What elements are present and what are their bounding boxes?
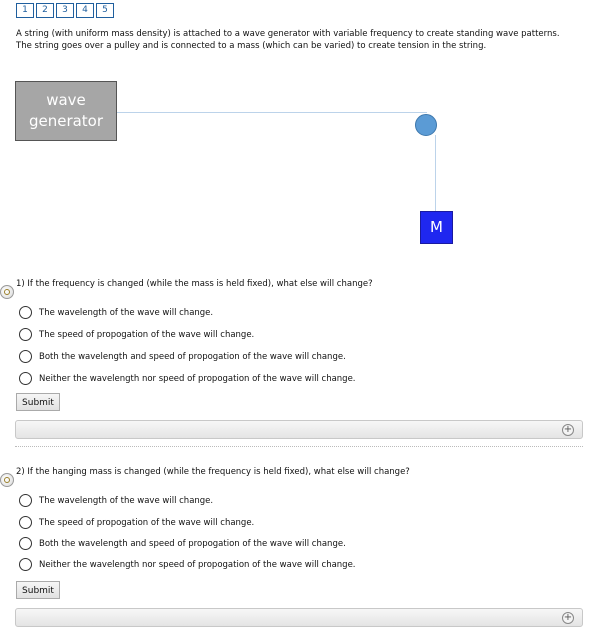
radio-icon[interactable] bbox=[19, 372, 32, 385]
q1-option-4[interactable] bbox=[19, 372, 356, 385]
hanging-mass bbox=[420, 211, 453, 244]
wave-generator-label: wave generator bbox=[28, 91, 104, 130]
wave-generator-box bbox=[15, 81, 117, 141]
question-pager bbox=[16, 3, 116, 18]
radio-icon[interactable] bbox=[19, 494, 32, 507]
q1-option-2[interactable] bbox=[19, 328, 254, 341]
q2-option-2-label: The speed of propogation of the wave will change. bbox=[39, 517, 255, 528]
section-divider bbox=[15, 446, 583, 447]
pager-item-3[interactable]: 3 bbox=[56, 3, 74, 18]
pager-item-5[interactable]: 5 bbox=[96, 3, 114, 18]
q1-option-2-label: The speed of propogation of the wave will change. bbox=[39, 329, 255, 340]
q1-option-1[interactable] bbox=[19, 306, 213, 319]
radio-icon[interactable] bbox=[19, 516, 32, 529]
q2-option-3-label: Both the wavelength and speed of propogation of the wave will change. bbox=[39, 538, 346, 549]
q1-option-3-label: Both the wavelength and speed of propogation of the wave will change. bbox=[39, 351, 346, 362]
question-marker-icon bbox=[0, 285, 14, 299]
q1-option-1-label: The wavelength of the wave will change. bbox=[39, 307, 214, 318]
pager-item-4[interactable]: 4 bbox=[76, 3, 94, 18]
string-horizontal bbox=[117, 112, 427, 113]
question-marker-icon bbox=[0, 473, 14, 487]
question-2-prompt: 2) If the hanging mass is changed (while the frequency is held fixed), what else will change? bbox=[16, 467, 410, 477]
q1-option-4-label: Neither the wavelength nor speed of propogation of the wave will change. bbox=[39, 373, 356, 384]
pager-item-1[interactable]: 1 bbox=[16, 3, 34, 18]
radio-icon[interactable] bbox=[19, 350, 32, 363]
radio-icon[interactable] bbox=[19, 537, 32, 550]
question-1-prompt: 1) If the frequency is changed (while the mass is held fixed), what else will change? bbox=[16, 279, 373, 289]
problem-intro: A string (with uniform mass density) is attached to a wave generator with variable frequency to create standing wave patterns. The string goes over a pulley and is connected to a mass (which can be varied) to create tension in the string. bbox=[16, 29, 560, 51]
mass-label: M bbox=[430, 218, 443, 236]
q1-feedback-expander[interactable] bbox=[15, 420, 583, 439]
plus-circle-icon[interactable]: + bbox=[563, 424, 573, 435]
q2-option-1-label: The wavelength of the wave will change. bbox=[39, 495, 214, 506]
pulley-icon bbox=[415, 114, 437, 136]
q2-feedback-expander[interactable] bbox=[15, 608, 583, 627]
q2-option-4-label: Neither the wavelength nor speed of propogation of the wave will change. bbox=[39, 559, 356, 570]
q2-option-1[interactable] bbox=[19, 494, 213, 507]
q1-submit-button[interactable]: Submit bbox=[16, 393, 60, 411]
q1-option-3[interactable] bbox=[19, 350, 346, 363]
q2-option-4[interactable] bbox=[19, 558, 356, 571]
q2-submit-button[interactable]: Submit bbox=[16, 581, 60, 599]
pager-item-2[interactable]: 2 bbox=[36, 3, 54, 18]
plus-circle-icon[interactable]: + bbox=[563, 612, 573, 623]
radio-icon[interactable] bbox=[19, 558, 32, 571]
string-vertical bbox=[435, 135, 436, 211]
radio-icon[interactable] bbox=[19, 306, 32, 319]
q2-option-3[interactable] bbox=[19, 537, 346, 550]
radio-icon[interactable] bbox=[19, 328, 32, 341]
q2-option-2[interactable] bbox=[19, 516, 254, 529]
